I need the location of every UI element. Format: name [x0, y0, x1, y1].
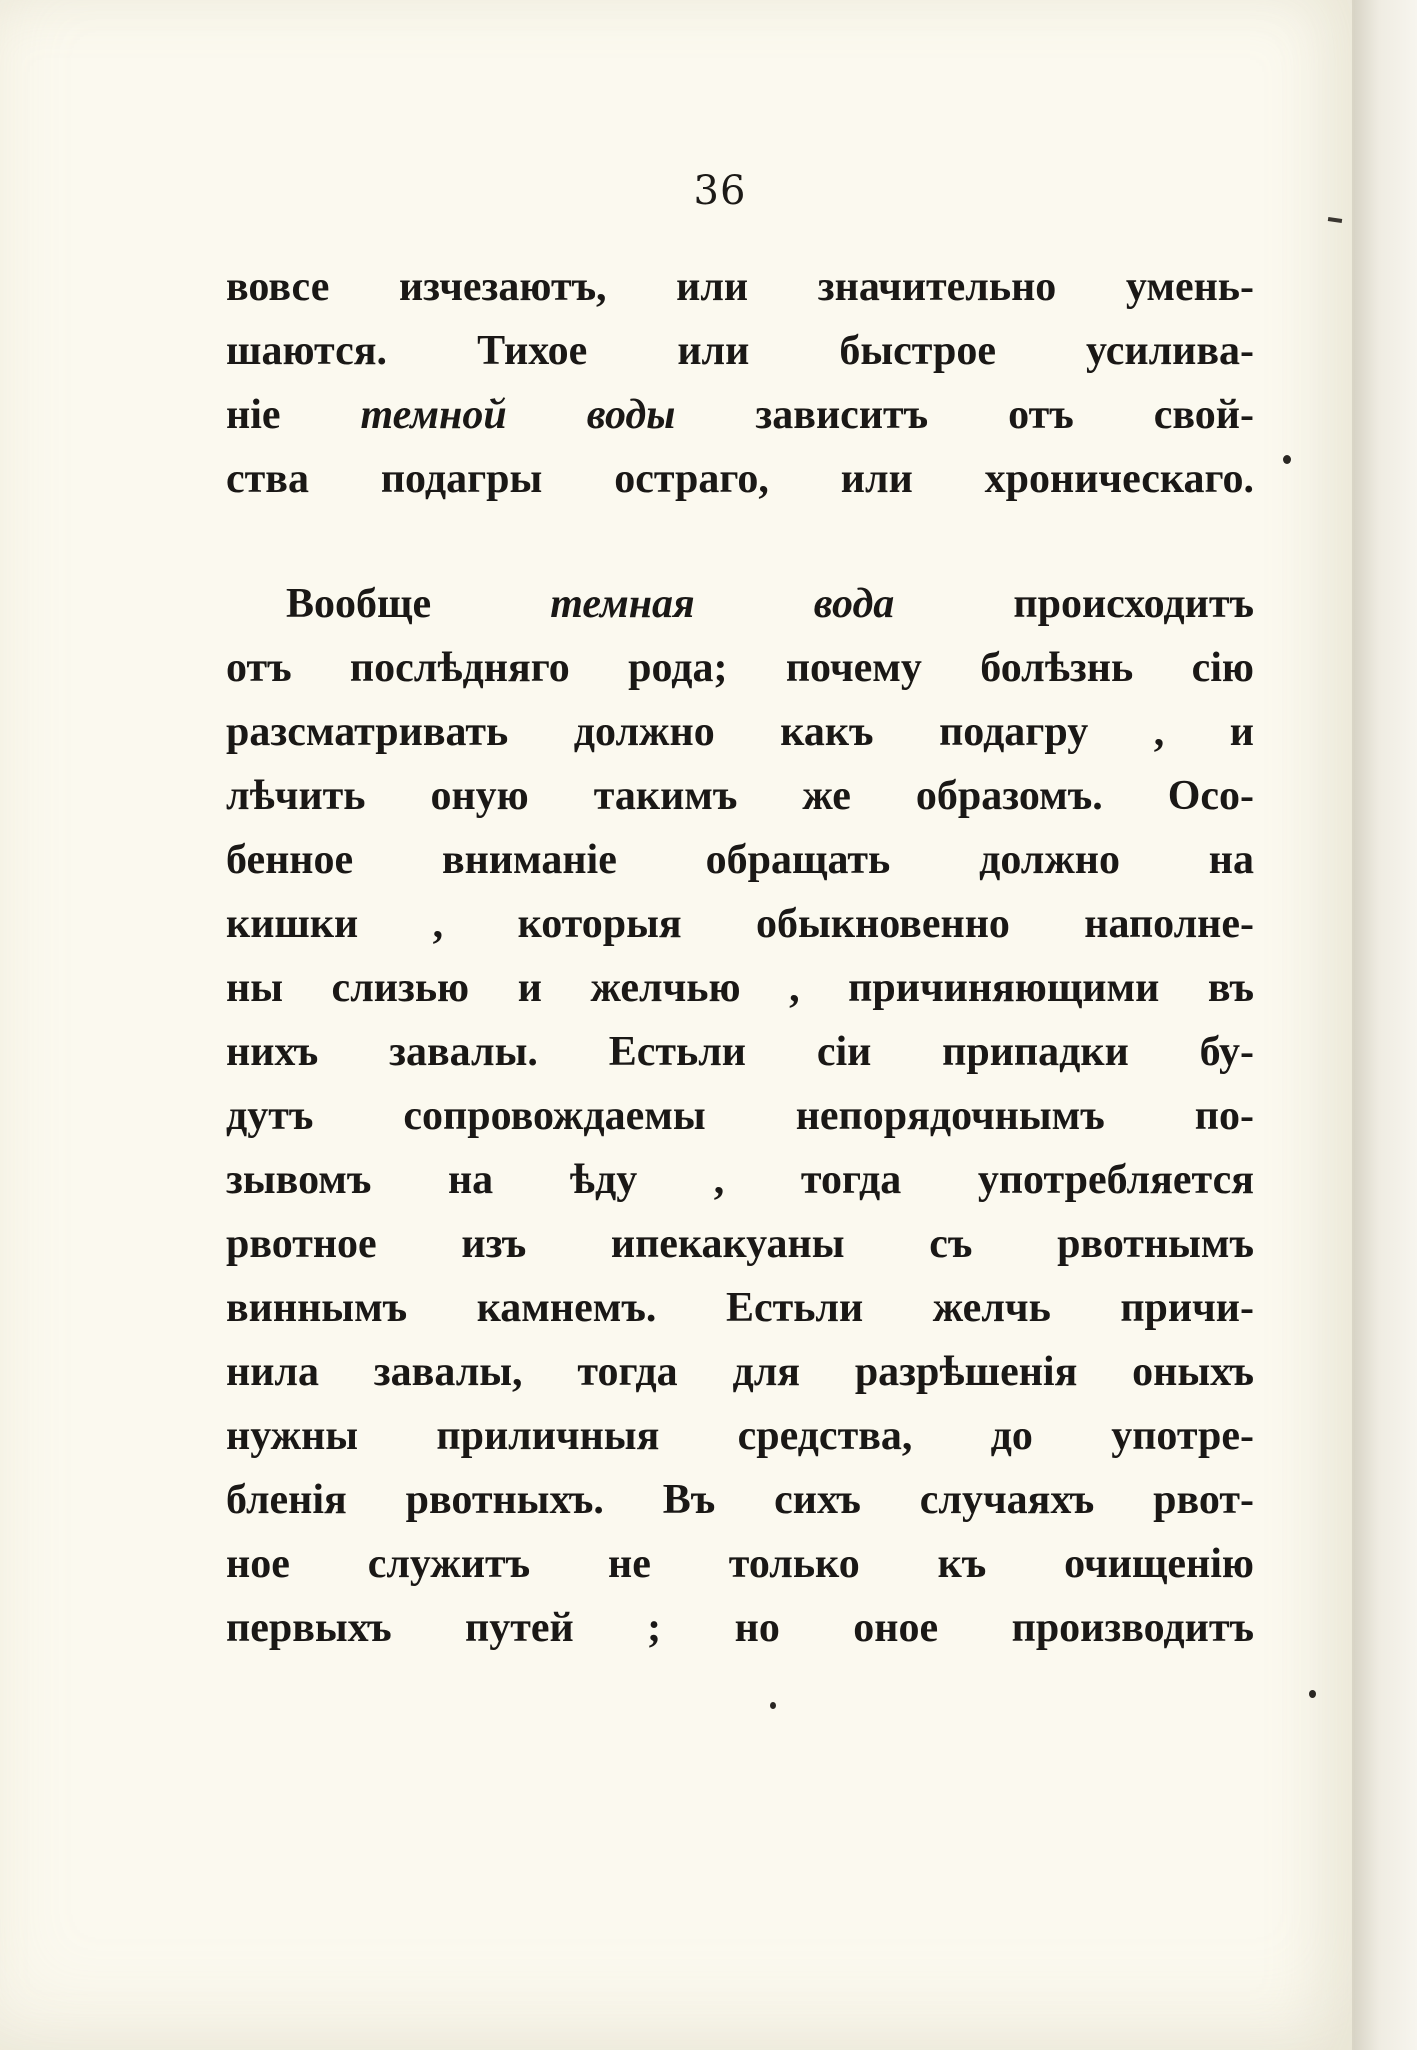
paragraph-2: [226, 572, 1254, 1660]
text-line: дутъ сопровождаемы непорядочнымъ по-: [226, 1093, 1254, 1139]
text-line: бленія рвотныхъ. Въ сихъ случаяхъ рвот-: [226, 1477, 1254, 1523]
text-fragment: ніе: [226, 392, 361, 438]
text-line: [226, 572, 1254, 636]
text-line: рвотное изъ ипекакуаны съ рвотнымъ: [226, 1221, 1254, 1267]
italic-term: темной воды: [360, 392, 676, 438]
text-line: лѣчить оную такимъ же образомъ. Осо-: [226, 773, 1254, 819]
ink-speck: [1309, 1690, 1316, 1698]
text-line: первыхъ путей ; но оное производитъ: [226, 1605, 1254, 1651]
ink-speck: [1283, 455, 1291, 464]
text-line: нихъ завалы. Естьли сіи припадки бу-: [226, 1029, 1254, 1075]
page-edge: [1354, 0, 1417, 2050]
text-line: ны слизью и желчью , причиняющими въ: [226, 965, 1254, 1011]
text-line: бенное вниманіе обращать должно на: [226, 837, 1254, 883]
text-line: отъ послѣдняго рода; почему болѣзнь сію: [226, 645, 1254, 691]
ink-speck: [770, 1702, 776, 1709]
text-line: виннымъ камнемъ. Естьли желчь причи-: [226, 1285, 1254, 1331]
paragraph-1: [226, 255, 1254, 511]
text-line: ства подагры остраго, или хроническаго.: [226, 456, 1254, 502]
text-fragment: Вообще: [286, 581, 551, 627]
page-number: 36: [693, 168, 747, 214]
text-line: ное служитъ не только къ очищенію: [226, 1541, 1254, 1587]
text-line: нужны приличныя средства, до употре-: [226, 1413, 1254, 1459]
text-line: нила завалы, тогда для разрѣшенія оныхъ: [226, 1349, 1254, 1395]
text-line: [226, 383, 1254, 447]
text-line: зывомъ на ѣду , тогда употребляется: [226, 1157, 1254, 1203]
text-line: шаются. Тихое или быстрое усилива-: [226, 328, 1254, 374]
text-line: разсматривать должно какъ подагру , и: [226, 709, 1254, 755]
text-line: вовсе изчезаютъ, или значительно умень-: [226, 264, 1254, 310]
text-fragment: зависитъ отъ свой-: [675, 392, 1254, 438]
text-line: кишки , которыя обыкновенно наполне-: [226, 901, 1254, 947]
italic-term: темная вода: [550, 581, 895, 627]
ink-mark: [1328, 217, 1342, 223]
text-fragment: происходитъ: [894, 581, 1254, 627]
